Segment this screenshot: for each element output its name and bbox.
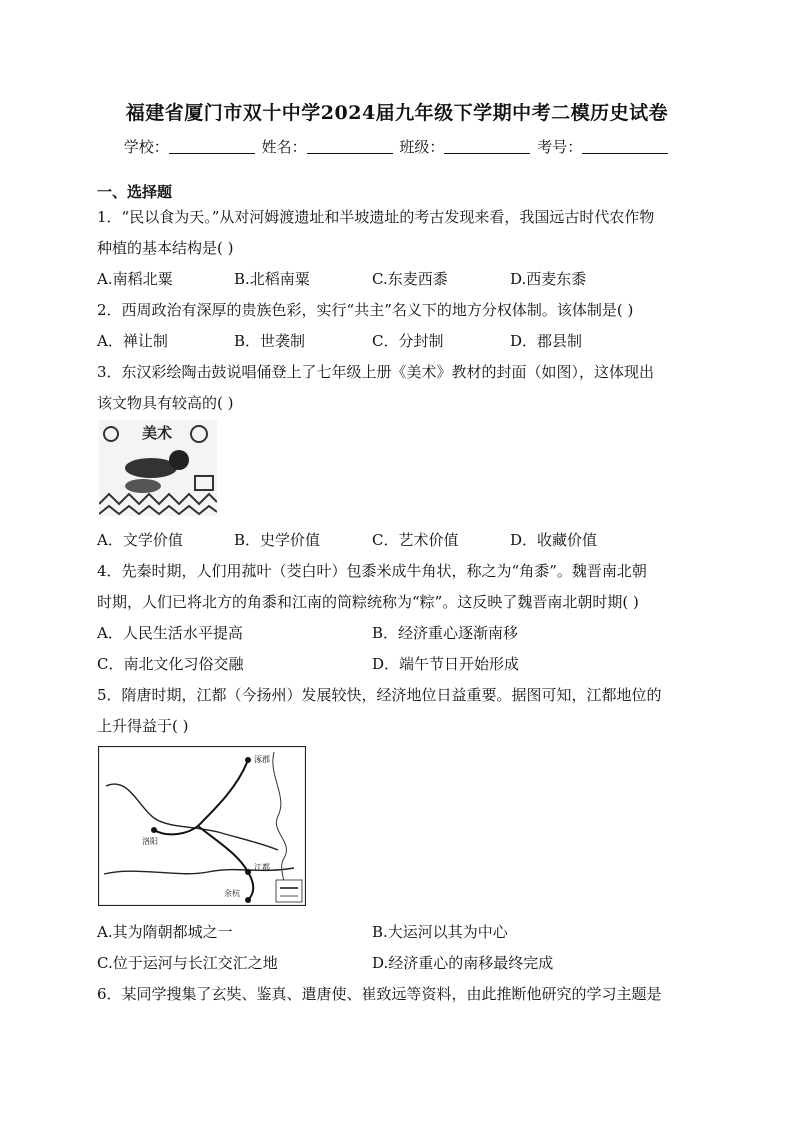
q5-option-b[interactable]: B.大运河以其为中心	[372, 923, 508, 941]
map-city-dot	[245, 757, 251, 763]
q4-option-c[interactable]: C．南北文化习俗交融	[97, 655, 244, 673]
number-blank[interactable]	[582, 139, 668, 154]
question-6-line-1: 6．某同学搜集了玄奘、鉴真、遣唐使、崔致远等资料，由此推断他研究的学习主题是	[97, 985, 662, 1003]
question-2-line-1: 2．西周政治有深厚的贵族色彩，实行“共主”名义下的地方分权体制。该体制是( )	[97, 301, 634, 319]
map-label-yuhang: 余杭	[224, 889, 240, 898]
map-label-luoyang: 洛阳	[142, 837, 158, 846]
map-city-dot	[151, 827, 157, 833]
cover-title-text: 美术	[141, 426, 173, 442]
q1-option-d[interactable]: D.西麦东黍	[510, 270, 587, 288]
name-blank[interactable]	[307, 139, 393, 154]
q5-option-d[interactable]: D.经济重心的南移最终完成	[372, 954, 554, 972]
question-5-line-2: 上升得益于( )	[97, 717, 189, 735]
class-label: 班级：	[399, 138, 445, 156]
question-4-line-2: 时期，人们已将北方的角黍和江南的筒粽统称为“粽”。这反映了魏晋南北朝时期( )	[97, 593, 639, 611]
question-1-line-2: 种植的基本结构是( )	[97, 239, 234, 257]
question-1-line-1: 1．“民以食为天。”从对河姆渡遗址和半坡遗址的考古发现来看，我国远古时代农作物	[97, 208, 655, 226]
q1-option-b[interactable]: B.北稻南粟	[234, 270, 310, 288]
q5-option-a[interactable]: A.其为隋朝都城之一	[97, 923, 233, 941]
q2-option-b[interactable]: B．世袭制	[234, 332, 306, 350]
q2-option-c[interactable]: C．分封制	[372, 332, 444, 350]
question-3-line-1: 3．东汉彩绘陶击鼓说唱俑登上了七年级上册《美术》教材的封面（如图），这体现出	[97, 363, 655, 381]
question-4-line-1: 4．先秦时期，人们用菰叶（茭白叶）包黍米成牛角状，称之为“角黍”。魏晋南北朝	[97, 562, 647, 580]
school-label: 学校：	[123, 138, 169, 156]
map-city-dot	[245, 897, 251, 903]
textbook-cover-image	[99, 420, 217, 516]
q2-option-d[interactable]: D．郡县制	[510, 332, 583, 350]
grand-canal-map	[98, 746, 306, 906]
q4-option-b[interactable]: B．经济重心逐渐南移	[372, 624, 519, 642]
q3-option-d[interactable]: D．收藏价值	[510, 531, 598, 549]
student-info-row	[0, 136, 794, 157]
number-label: 考号：	[537, 138, 583, 156]
q1-option-a[interactable]: A.南稻北粟	[97, 270, 173, 288]
question-5-line-1: 5．隋唐时期，江都（今扬州）发展较快，经济地位日益重要。据图可知，江都地位的	[97, 686, 662, 704]
class-blank[interactable]	[444, 139, 530, 154]
page-title: 福建省厦门市双十中学2024届九年级下学期中考二模历史试卷	[125, 102, 669, 124]
q4-option-d[interactable]: D．端午节日开始形成	[372, 655, 520, 673]
question-3-line-2: 该文物具有较高的( )	[97, 394, 234, 412]
q3-option-c[interactable]: C．艺术价值	[372, 531, 459, 549]
q2-option-a[interactable]: A．禅让制	[97, 332, 168, 350]
map-label-jiangdu: 江都	[254, 863, 270, 872]
q1-option-c[interactable]: C.东麦西黍	[372, 270, 448, 288]
name-label: 姓名：	[261, 138, 307, 156]
map-label-zhuojun: 涿郡	[254, 755, 270, 764]
q3-option-b[interactable]: B．史学价值	[234, 531, 321, 549]
map-city-dot	[245, 869, 251, 875]
q4-option-a[interactable]: A．人民生活水平提高	[97, 624, 243, 642]
q5-option-c[interactable]: C.位于运河与长江交汇之地	[97, 954, 278, 972]
section-heading: 一、选择题	[97, 183, 173, 201]
q3-option-a[interactable]: A．文学价值	[97, 531, 183, 549]
school-blank[interactable]	[169, 139, 255, 154]
